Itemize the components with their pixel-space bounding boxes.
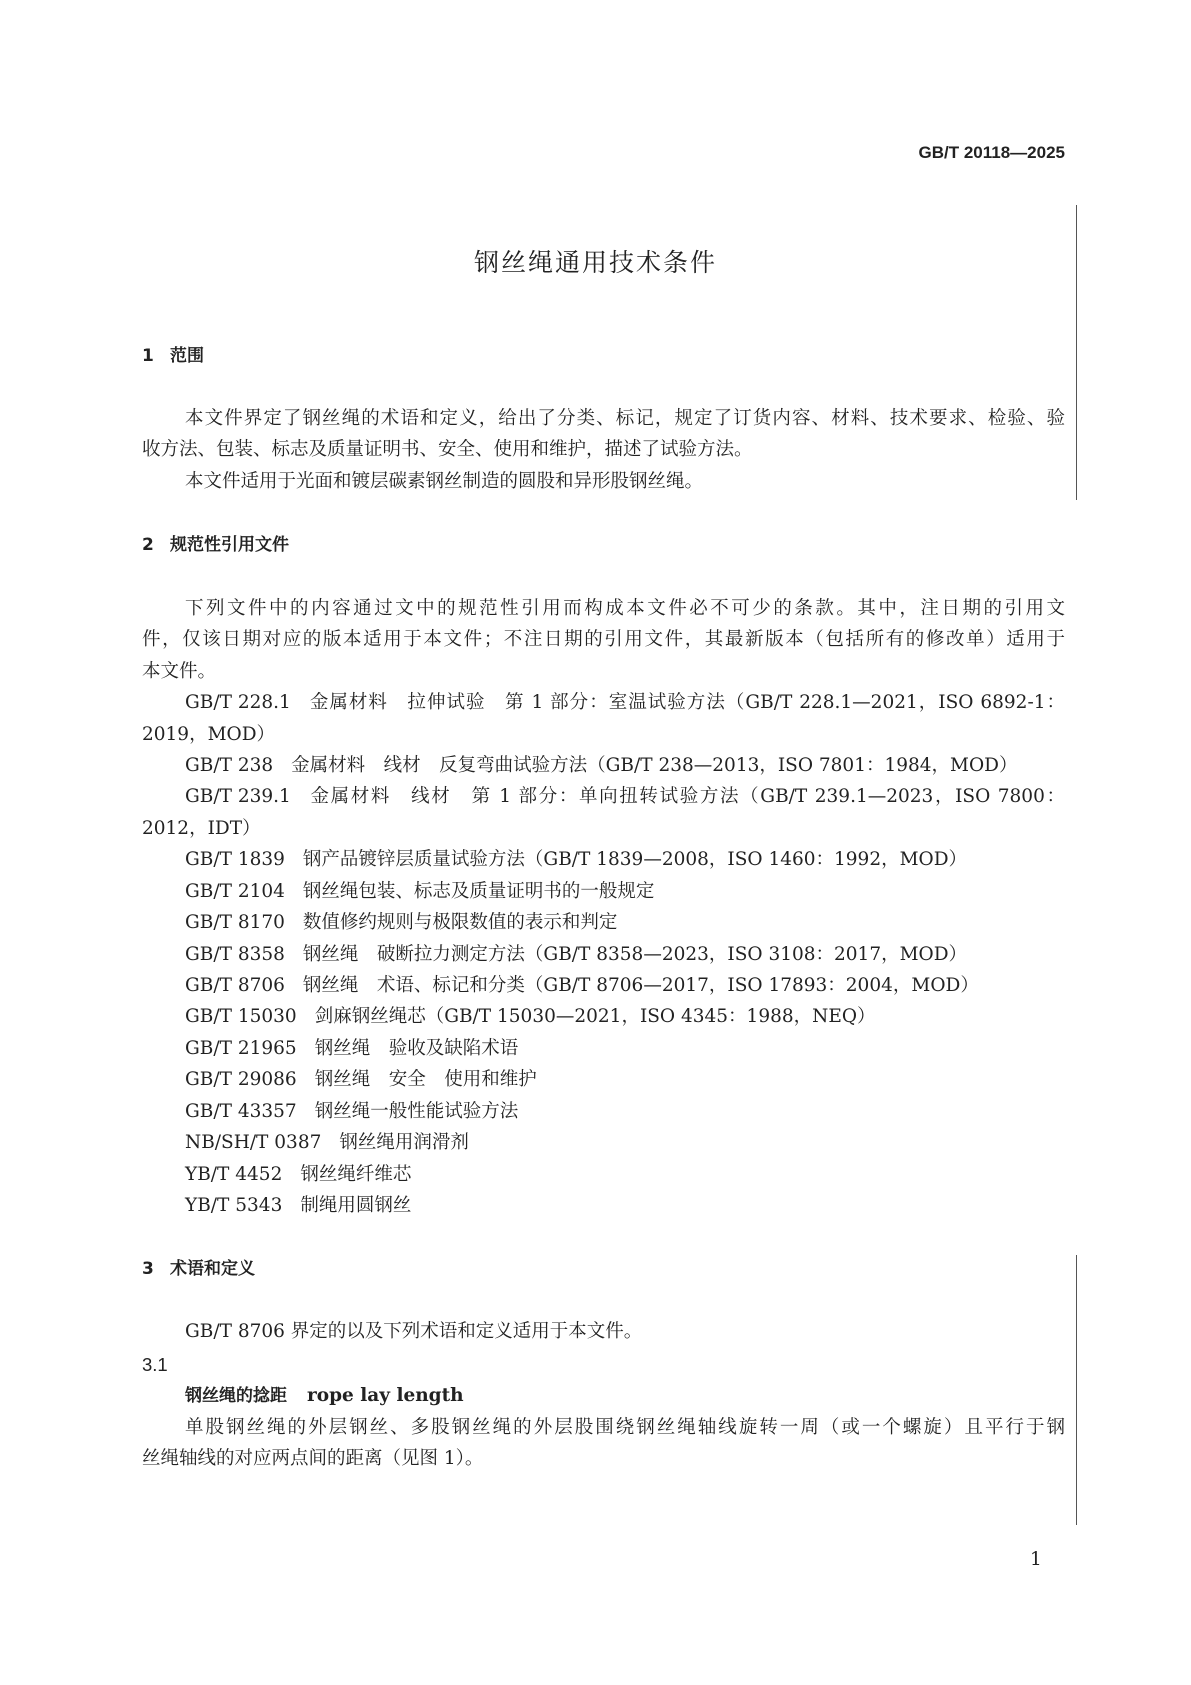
reference-item: GB/T 43357 钢丝绳一般性能试验方法 <box>185 1101 519 1122</box>
paragraph-line: 件，仅该日期对应的版本适用于本文件；不注日期的引用文件，其最新版本（包括所有的修改单）适用于 <box>142 629 1065 650</box>
section-2-heading: 2 规范性引用文件 <box>142 535 289 555</box>
paragraph-line: 收方法、包装、标志及质量证明书、安全、使用和维护，描述了试验方法。 <box>142 439 753 460</box>
reference-item: YB/T 5343 制绳用圆钢丝 <box>185 1195 412 1216</box>
term-definition-line: 单股钢丝绳的外层钢丝、多股钢丝绳的外层股围绕钢丝绳轴线旋转一周（或一个螺旋）且平行于钢 <box>185 1417 1065 1438</box>
reference-item: YB/T 4452 钢丝绳纤维芯 <box>185 1164 412 1185</box>
section-1-heading: 1 范围 <box>142 346 204 366</box>
reference-item: NB/SH/T 0387 钢丝绳用润滑剂 <box>185 1132 469 1153</box>
paragraph-line: 下列文件中的内容通过文中的规范性引用而构成本文件必不可少的条款。其中，注日期的引用文 <box>185 598 1065 619</box>
reference-item-cont: 2012，IDT） <box>142 818 261 839</box>
reference-item: GB/T 2104 钢丝绳包装、标志及质量证明书的一般规定 <box>185 881 655 902</box>
reference-item: GB/T 15030 剑麻钢丝绳芯（GB/T 15030—2021，ISO 4345：1988，NEQ） <box>185 1006 876 1027</box>
reference-item: GB/T 8358 钢丝绳 破断拉力测定方法（GB/T 8358—2023，ISO 3108：2017，MOD） <box>185 944 968 965</box>
paragraph-line: 本文件适用于光面和镀层碳素钢丝制造的圆股和异形股钢丝绳。 <box>185 471 704 492</box>
paragraph-line: 本文件界定了钢丝绳的术语和定义，给出了分类、标记，规定了订货内容、材料、技术要求、检验、验 <box>185 408 1065 429</box>
reference-item: GB/T 29086 钢丝绳 安全 使用和维护 <box>185 1069 537 1090</box>
reference-item: GB/T 238 金属材料 线材 反复弯曲试验方法（GB/T 238—2013，ISO 7801：1984，MOD） <box>185 755 1018 776</box>
reference-item: GB/T 21965 钢丝绳 验收及缺陷术语 <box>185 1038 519 1059</box>
term-definition-line: 丝绳轴线的对应两点间的距离（见图 1）。 <box>142 1448 484 1469</box>
reference-item: GB/T 239.1 金属材料 线材 第 1 部分：单向扭转试验方法（GB/T 239.1—2023，ISO 7800： <box>185 786 1065 807</box>
margin-change-bar <box>1076 1255 1077 1525</box>
reference-item: GB/T 228.1 金属材料 拉伸试验 第 1 部分：室温试验方法（GB/T 228.1—2021，ISO 6892-1： <box>185 692 1065 713</box>
page-number: 1 <box>1030 1549 1042 1570</box>
paragraph-line: 本文件。 <box>142 661 217 682</box>
section-3-heading: 3 术语和定义 <box>142 1259 255 1279</box>
page-title: 钢丝绳通用技术条件 <box>473 248 717 277</box>
doc-number: GB/T 20118—2025 <box>918 143 1065 162</box>
reference-item: GB/T 1839 钢产品镀锌层质量试验方法（GB/T 1839—2008，ISO 1460：1992，MOD） <box>185 849 968 870</box>
reference-item-cont: 2019，MOD） <box>142 724 276 745</box>
reference-item: GB/T 8706 钢丝绳 术语、标记和分类（GB/T 8706—2017，ISO 17893：2004，MOD） <box>185 975 979 996</box>
term-number: 3.1 <box>142 1354 168 1375</box>
term-heading: 钢丝绳的捻距 rope lay length <box>185 1385 464 1406</box>
paragraph-line: GB/T 8706 界定的以及下列术语和定义适用于本文件。 <box>185 1321 643 1342</box>
reference-item: GB/T 8170 数值修约规则与极限数值的表示和判定 <box>185 912 618 933</box>
